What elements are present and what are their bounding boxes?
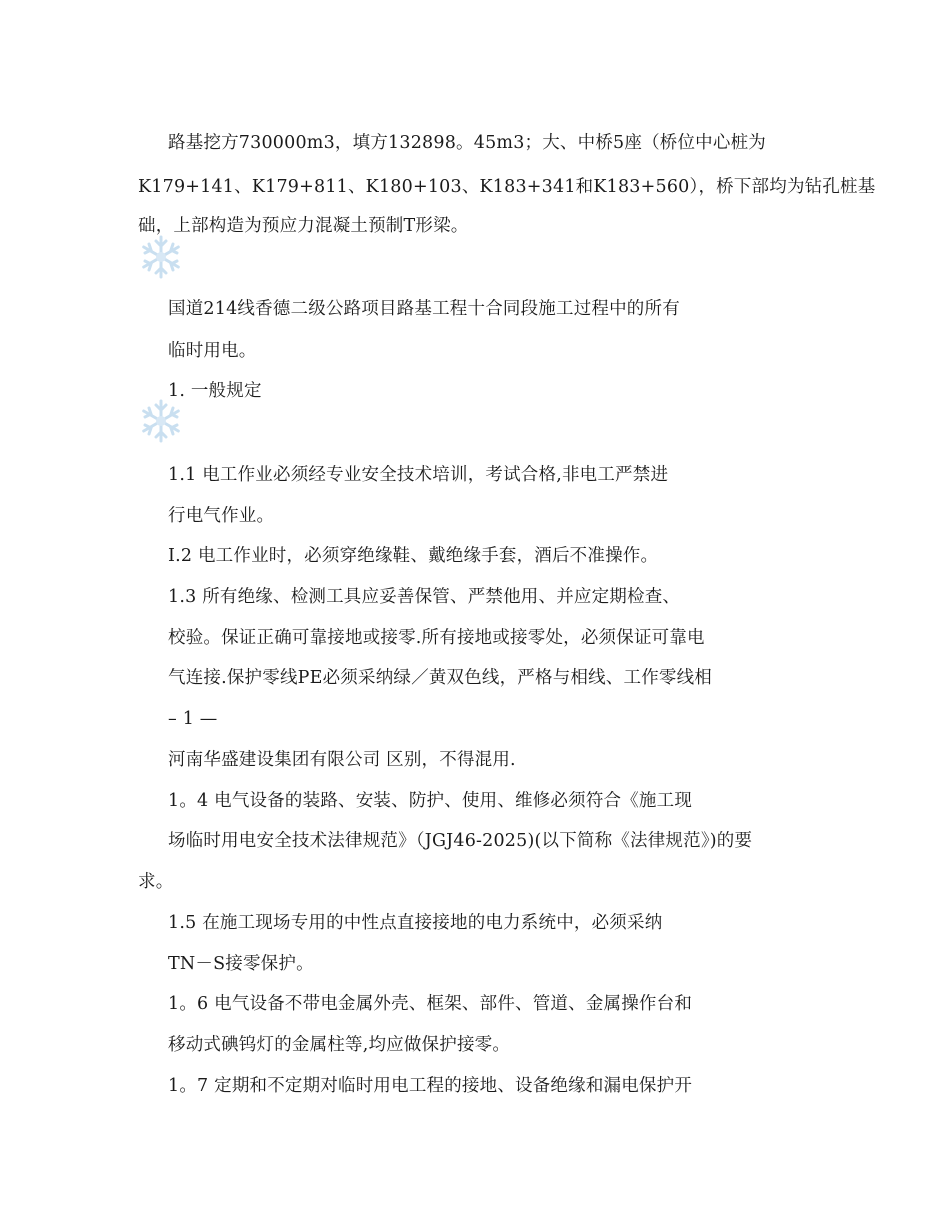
body-text-line: 气连接.保护零线PE必须采纳绿／黄双色线，严格与相线、工作零线相 bbox=[168, 668, 713, 688]
body-text-line: 1。6 电气设备不带电金属外壳、框架、部件、管道、金属操作台和 bbox=[168, 994, 693, 1014]
body-text-line: 1.5 在施工现场专用的中性点直接接地的电力系统中，必须采纳 bbox=[168, 913, 663, 933]
body-text-line: 1。4 电气设备的装路、安装、防护、使用、维修必须符合《施工现 bbox=[168, 791, 693, 811]
body-text-line: I.2 电工作业时，必须穿绝缘鞋、戴绝缘手套，酒后不准操作。 bbox=[168, 546, 659, 566]
body-text-line: 行电气作业。 bbox=[168, 506, 275, 526]
body-text-line: 校验。保证正确可靠接地或接零.所有接地或接零处，必须保证可靠电 bbox=[168, 628, 705, 648]
page-number: – 1 — bbox=[168, 709, 218, 729]
company-footer-text: 河南华盛建设集团有限公司 区别，不得混用. bbox=[168, 750, 516, 770]
body-text-line: 场临时用电安全技术法律规范》（JGJ46-2025)(以下简称《法律规范》)的要 bbox=[168, 831, 753, 851]
body-text-line: 求。 bbox=[138, 872, 174, 892]
body-text-line: 路基挖方730000m3，填方132898。45m3；大、中桥5座（桥位中心桩为 bbox=[168, 133, 766, 153]
section-heading: 1. 一般规定 bbox=[168, 381, 262, 401]
snowflake-icon bbox=[138, 398, 184, 444]
body-text-line: 1.1 电工作业必须经专业安全技术培训，考试合格,非电工严禁进 bbox=[168, 465, 669, 485]
body-text-line: 移动式碘钨灯的金属柱等,均应做保护接零。 bbox=[168, 1035, 511, 1055]
body-text-line: 1。7 定期和不定期对临时用电工程的接地、设备绝缘和漏电保护开 bbox=[168, 1076, 693, 1096]
body-text-line: K179+141、K179+811、K180+103、K183+341和K183+560），桥下部均为钻孔桩基 bbox=[138, 177, 876, 197]
body-text-line: 1.3 所有绝缘、检测工具应妥善保管、严禁他用、并应定期检查、 bbox=[168, 587, 681, 607]
body-text-line: 础，上部构造为预应力混凝土预制T形梁。 bbox=[138, 216, 469, 236]
body-text-line: 国道214线香德二级公路项目路基工程十合同段施工过程中的所有 bbox=[168, 299, 680, 319]
snowflake-icon bbox=[138, 234, 184, 280]
body-text-line: TN－S接零保护。 bbox=[168, 954, 314, 974]
body-text-line: 临时用电。 bbox=[168, 341, 257, 361]
